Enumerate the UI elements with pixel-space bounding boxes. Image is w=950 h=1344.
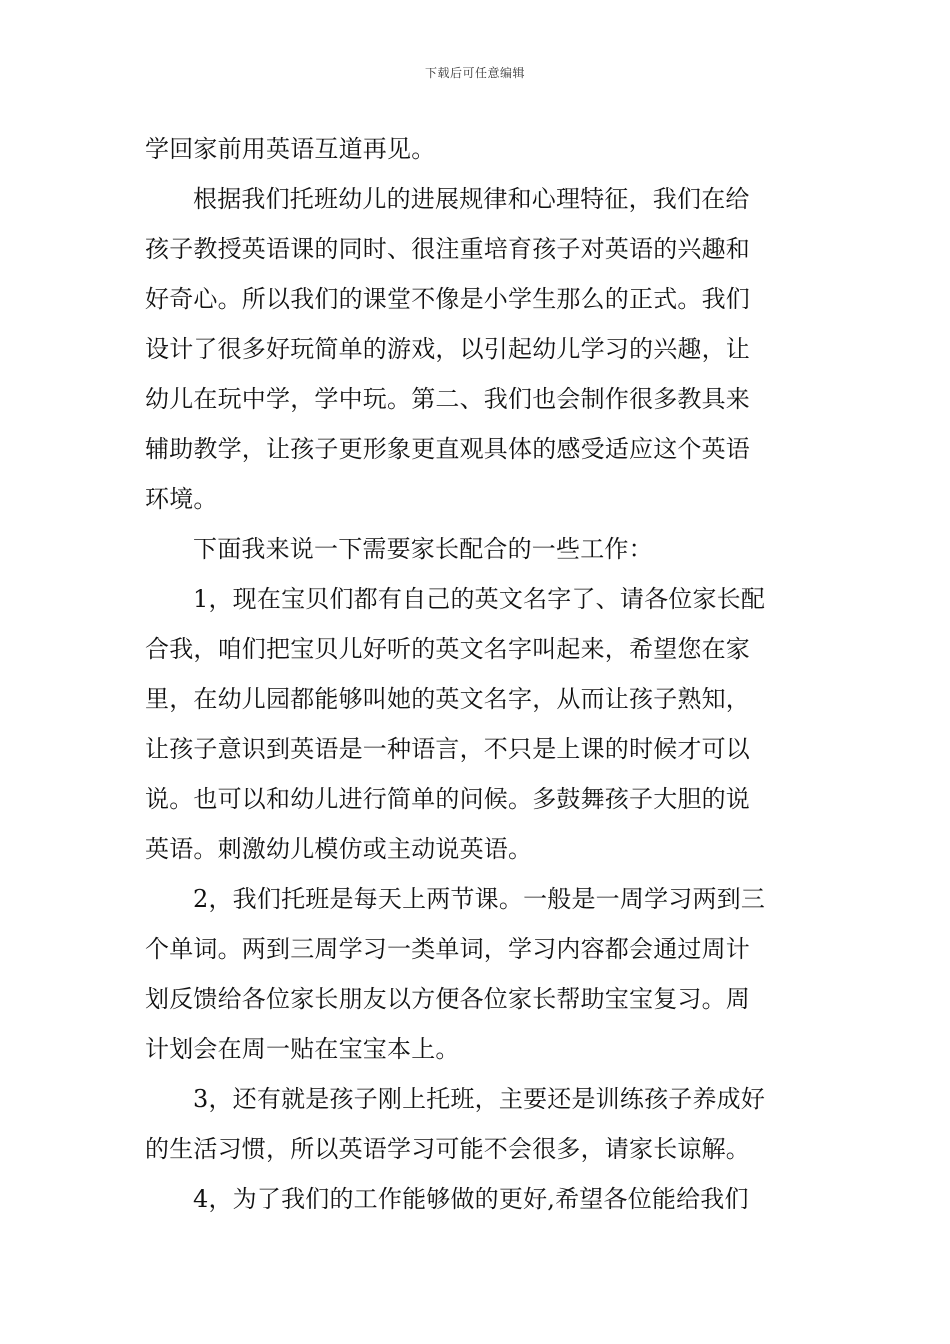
list-item-1-first-line: 1，现在宝贝们都有自己的英文名字了、请各位家长配 <box>193 585 766 613</box>
paragraph-first-line: 下面我来说一下需要家长配合的一些工作： <box>193 535 653 563</box>
text-line: 划反馈给各位家长朋友以方便各位家长帮助宝宝复习。周 <box>145 985 750 1013</box>
text-line: 孩子教授英语课的同时、很注重培育孩子对英语的兴趣和 <box>145 235 750 263</box>
list-item-4-first-line: 4，为了我们的工作能够做的更好,希望各位能给我们 <box>193 1185 749 1213</box>
text-line: 幼儿在玩中学，学中玩。第二、我们也会制作很多教具来 <box>145 385 750 413</box>
text-line: 里，在幼儿园都能够叫她的英文名字，从而让孩子熟知， <box>145 685 750 713</box>
paragraph-first-line: 根据我们托班幼儿的进展规律和心理特征，我们在给 <box>193 185 750 213</box>
text-line: 个单词。两到三周学习一类单词，学习内容都会通过周计 <box>145 935 750 963</box>
text-line: 计划会在周一贴在宝宝本上。 <box>145 1035 460 1063</box>
text-line: 合我，咱们把宝贝儿好听的英文名字叫起来，希望您在家 <box>145 635 750 663</box>
text-line: 环境。 <box>145 485 218 513</box>
text-line: 英语。刺激幼儿模仿或主动说英语。 <box>145 835 533 863</box>
text-line: 辅助教学，让孩子更形象更直观具体的感受适应这个英语 <box>145 435 750 463</box>
page-header: 下载后可任意编辑 <box>424 66 525 80</box>
list-item-3-first-line: 3，还有就是孩子刚上托班，主要还是训练孩子养成好 <box>193 1085 766 1113</box>
text-line: 设计了很多好玩简单的游戏，以引起幼儿学习的兴趣，让 <box>145 335 750 363</box>
text-line: 好奇心。所以我们的课堂不像是小学生那么的正式。我们 <box>145 285 750 313</box>
text-line: 让孩子意识到英语是一种语言，不只是上课的时候才可以 <box>145 735 750 763</box>
text-line: 说。也可以和幼儿进行简单的问候。多鼓舞孩子大胆的说 <box>145 785 750 813</box>
text-line: 学回家前用英语互道再见。 <box>145 135 436 163</box>
text-line: 的生活习惯，所以英语学习可能不会很多，请家长谅解。 <box>145 1135 750 1163</box>
list-item-2-first-line: 2，我们托班是每天上两节课。一般是一周学习两到三 <box>193 885 766 913</box>
document-body <box>145 124 807 1224</box>
